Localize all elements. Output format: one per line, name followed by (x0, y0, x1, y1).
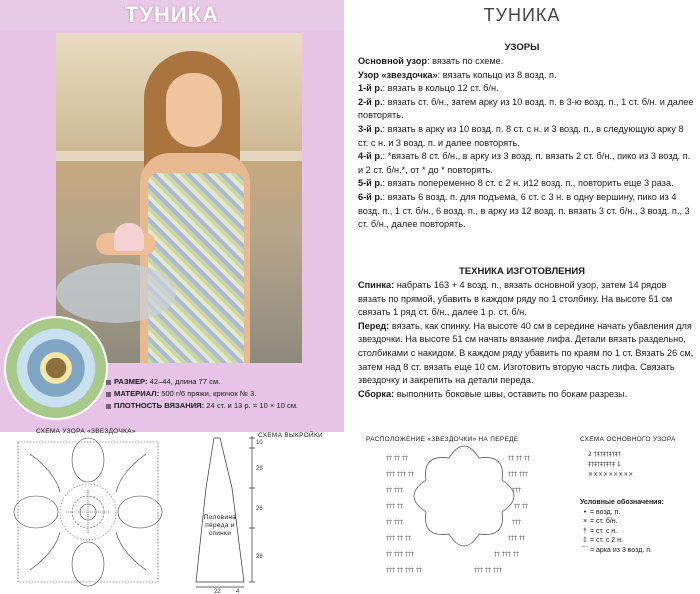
row-4-key: 4-й р. (358, 151, 383, 162)
legend-item (580, 527, 664, 537)
legend-item (580, 536, 664, 546)
row-3-key: 3-й р. (358, 123, 383, 134)
star-placement-diagram (414, 446, 514, 546)
stitch-row: ††† (512, 519, 521, 526)
stitch-row: †† ††† ††† (386, 551, 414, 558)
row-3-value: : вязать в арку из 10 возд. п. 8 ст. с н. и 3 возд. п., в следующую арку 8 ст. с н. и 3 возд. п. и далее повторять. (358, 123, 684, 148)
row-2-key: 2-й р. (358, 96, 383, 107)
legend-text: = ст. б/н. (590, 518, 618, 526)
patterns-heading: УЗОРЫ (504, 42, 540, 53)
pattern-outline (196, 438, 244, 582)
row-5 (358, 177, 696, 191)
spec-material-value: 500 г/6 пряжи, крючок № 3. (159, 389, 257, 398)
dim-3: 28 (256, 554, 263, 560)
stitch-row: †† ††† (386, 487, 403, 494)
photo-table (56, 263, 176, 323)
motif-petal-bottom (72, 542, 104, 586)
stitch-row: †† ††† (386, 519, 403, 526)
tech-back (358, 279, 696, 320)
pattern-schematic (196, 436, 255, 587)
motif-arc (116, 532, 146, 570)
right-panel (344, 0, 700, 594)
dim-bottom-2: 4 (236, 589, 240, 594)
chain-stitch-icon: • (583, 508, 587, 516)
motif-arc (116, 454, 146, 492)
spec-density-value: 24 ст. и 13 р. = 10 × 10 см. (204, 401, 299, 410)
tech-front (358, 320, 696, 388)
motif-schema-label: СХЕМА УЗОРА «ЗВЕЗДОЧКА» (36, 428, 136, 435)
motif-petal-left (14, 496, 58, 528)
row-5-value: : вязать попеременно 8 ст. с 2 н. и12 возд. п., повторить еще 3 раза. (382, 178, 674, 189)
tech-assembly (358, 388, 696, 402)
legend-item (580, 508, 664, 518)
stitch-row: ††† (512, 487, 521, 494)
stitch-row: †† †† (514, 503, 528, 510)
technique-heading: ТЕХНИКА ИЗГОТОВЛЕНИЯ (459, 266, 585, 277)
photo-cake (114, 223, 144, 251)
star-outline (414, 446, 514, 546)
row-1-value: : вязать в кольцо 12 ст. б/н. (382, 83, 499, 94)
dim-1: 29 (256, 466, 263, 472)
pattern-center-label: Половина переда и спинки (203, 514, 237, 537)
pattern-star-key: Узор «звездочка» (358, 69, 438, 80)
chart-row: ‡†‡†‡†‡†‡ 1 (588, 461, 621, 468)
row-2-value: : вязать ст. б/н., затем арку из 10 возд. п. в 3-ю возд. п., 1 ст. б/н. и далее повторять. (358, 96, 694, 121)
treble-crochet-icon: ‡ (583, 537, 587, 545)
pattern-main-key: Основной узор (358, 56, 427, 66)
row-6-value: : вязать 6 возд. п. для подъема, 6 ст. с 3 н. в одну вершину, пико из 4 возд. п., 1 ст. б/н., 6 возд. п., в арку из 12 возд. п. вязать 3 ст. б/н., 3 возд. п., 3 ст. б/н., далее повторять. (358, 191, 690, 230)
bullet-icon (106, 404, 111, 409)
spec-material-key: МАТЕРИАЛ: (114, 389, 160, 398)
dim-bottom-1: 22 (214, 589, 221, 594)
model-photo (56, 33, 302, 363)
arch-icon: ⌒ (581, 546, 589, 554)
tech-front-key: Перед: (358, 320, 390, 331)
bullet-icon (106, 392, 111, 397)
motif-petal-top (72, 438, 104, 482)
dim-2: 26 (256, 506, 263, 512)
stitch-row: †† †† †† (386, 455, 408, 462)
legend-title: Условные обозначения: (580, 499, 664, 506)
stitch-row: ††† †† ††† (474, 567, 502, 574)
right-title: ТУНИКА (483, 5, 561, 25)
chart-row: ××××××××× (588, 471, 634, 478)
single-crochet-icon: × (582, 518, 588, 526)
stitch-row: ††† †† (386, 503, 403, 510)
spec-material (106, 388, 342, 400)
legend-item (580, 546, 664, 556)
stitch-row: ††† †† ††† †† (386, 567, 422, 574)
stitch-row: ††† ††† †† (386, 471, 414, 478)
motif-arc (30, 532, 60, 570)
spec-density-key: ПЛОТНОСТЬ ВЯЗАНИЯ: (114, 401, 205, 410)
spec-size-value: 42–44, длина 77 см. (147, 377, 221, 386)
row-6-key: 6-й р. (358, 191, 383, 202)
pattern-star (358, 69, 696, 83)
tech-assembly-key: Сборка: (358, 388, 395, 399)
tech-assembly-value: выполнить боковые швы, оставить по бокам разрезы. (394, 388, 628, 399)
motif-closeup-photo (4, 316, 108, 420)
row-2 (358, 96, 696, 123)
legend-text: = ст. с 2 н. (590, 537, 623, 545)
pattern-star-value: : вязать кольцо из 8 возд. п. (437, 69, 557, 80)
star-motif-chart (14, 438, 162, 586)
tech-back-key: Спинка: (358, 280, 395, 290)
dim-top: 10 (256, 440, 263, 446)
tech-back-value: набрать 163 + 4 возд. п., вязать основной узор, затем 14 рядов вязать по прямой, убавить в каждом ряду по 1 столбику. На высоте 51 см связать 1 ряд ст. б/н., далее 1 р. ст. б/н. (358, 280, 673, 318)
double-crochet-icon: † (583, 527, 587, 535)
legend-item (580, 517, 664, 527)
row-4 (358, 150, 696, 177)
patterns-text (358, 55, 696, 232)
photo-tunic (148, 173, 244, 363)
row-3 (358, 123, 696, 150)
legend-text: = арка из 3 возд. п. (590, 546, 652, 554)
row-1-key: 1-й р. (358, 83, 383, 94)
photo-face (166, 73, 222, 147)
stitch-rows (386, 455, 530, 574)
left-diagrams (0, 432, 344, 594)
technique-text (358, 279, 696, 401)
stitch-row: ††† ††† (508, 471, 528, 478)
row-5-key: 5-й р. (358, 178, 383, 189)
pattern-main (358, 55, 696, 69)
pattern-schema-label: СХЕМА ВЫКРОЙКИ (258, 432, 324, 439)
main-pattern-chart (588, 451, 633, 478)
left-panel (0, 0, 344, 594)
left-title: ТУНИКА (124, 2, 220, 27)
motif-arc (30, 454, 60, 492)
spec-density (106, 400, 342, 412)
chart-row: 2 †‡†‡†‡†‡† (588, 451, 621, 458)
legend (580, 498, 664, 556)
pattern-main-value: : вязать по схеме. (426, 56, 504, 66)
main-schema-label: СХЕМА ОСНОВНОГО УЗОРА (580, 436, 676, 443)
layout-schema-label: РАСПОЛОЖЕНИЕ «ЗВЕЗДОЧКИ» НА ПЕРЕДЕ (366, 436, 519, 443)
spec-size (106, 376, 342, 388)
legend-text: = возд. п. (590, 508, 621, 516)
motif-petal-right (118, 496, 162, 528)
row-4-value: : *вязать 8 ст. б/н., в арку из 3 возд. п. вязать 2 ст. б/н., пико из 3 возд. п. и 2 ст. б/н.*, от * до * повторять. (358, 151, 691, 175)
stitch-row: ††† †† †† (386, 535, 411, 542)
legend-text: = ст. с н. (590, 527, 618, 535)
row-1 (358, 82, 696, 96)
stitch-row: ††† †† (508, 535, 525, 542)
stitch-row: †† †† †† (508, 455, 530, 462)
spec-size-key: РАЗМЕР: (114, 377, 148, 386)
row-6 (358, 191, 696, 232)
bullet-icon (106, 380, 111, 385)
specs-block (106, 376, 342, 412)
stitch-row: †† ††† †† (494, 551, 519, 558)
tech-front-value: вязать, как спинку. На высоте 40 см в середине начать убавления для звездочки. На высоте 51 см начать вязание лифа. Детали вязать раздельно, столбиками с накидом. В каждом ряду убавить по краям по 1 ст. Вязать 26 см, затем над 8 ст. вязать еще 10 см. Изготовить вторую часть лифа. Связать звездочку и закрепить на детали переда. (358, 320, 694, 386)
